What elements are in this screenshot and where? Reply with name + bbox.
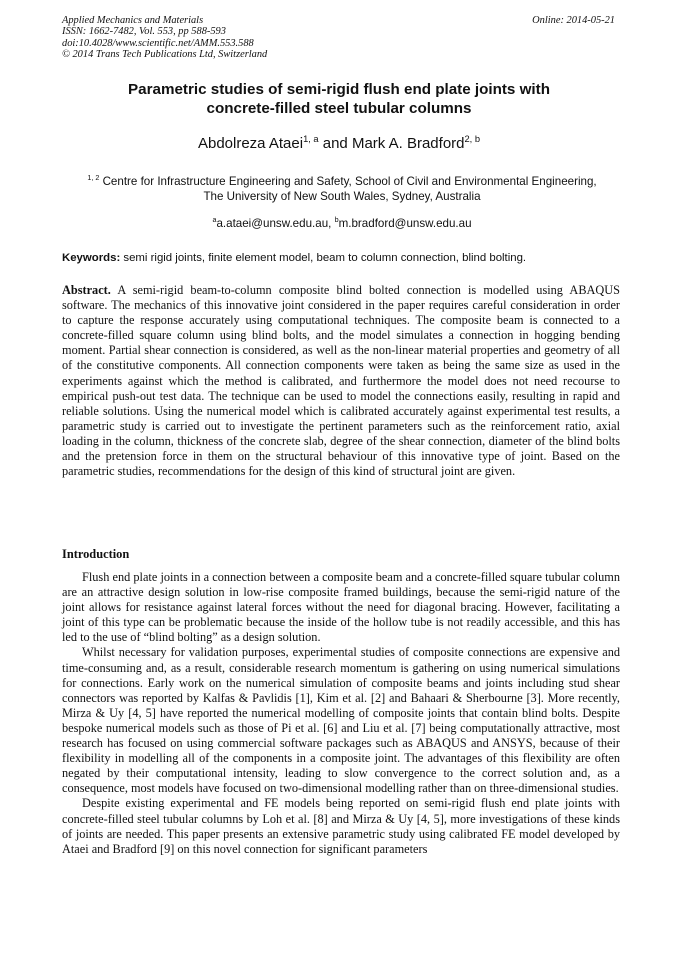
keywords-text: semi rigid joints, finite element model, beam to column connection, blind bolting. [123, 252, 527, 264]
email-a[interactable]: a.ataei@unsw.edu.au, [216, 217, 332, 230]
title-line-1: Parametric studies of semi-rigid flush end plate joints with [128, 81, 550, 98]
affiliation [62, 174, 622, 204]
email-a-sup: a [212, 215, 217, 225]
affiliation-sup: 1, 2 [87, 173, 100, 183]
keywords [62, 252, 622, 264]
paper-title [40, 80, 638, 118]
keywords-label: Keywords: [62, 252, 121, 264]
author-and: and [322, 135, 348, 152]
email-b-sup: b [334, 215, 339, 225]
journal-header [62, 15, 622, 60]
affiliation-line-2: The University of New South Wales, Sydney, Australia [203, 190, 481, 203]
affiliation-line-1: Centre for Infrastructure Engineering and Safety, School of Civil and Environmental Engineering, [102, 175, 597, 188]
journal-doi: doi:10.4028/www.scientific.net/AMM.553.588 [62, 37, 254, 49]
abstract-text: A semi-rigid beam-to-column composite blind bolted connection is modelled using ABAQUS software. The mechanics of this innovative joint considered in the paper requires careful consideration in order to capture the response accurately using computational techniques. The composite beam is connected to a concrete-filled square column using blind bolts, and the model simulates a connection in hogging bending moment. Partial shear connection is considered, as well as the non-linear material properties and geometry of all of the constitutive components. All connection components were taken as being the same size as used in the experiments against which the method is calibrated, and furthermore the model does not need recourse to empirical push-out test data. The technique can be used to model the connections easily, resulting in rapid and reliable solutions. Using the numerical model which is calibrated accurately against experimental test results, a parametric study is carried out to investigate the pertinent parameters such as the reinforcement ratio, axial loading in the column, thickness of the concrete slab, degree of the shear connection, diameter of the blind bolts and the pretension force in them on the structural behaviour of this innovative type of joint. Based on the parametric studies, recommendations for the design of this kind of structural joint are given. [62, 283, 620, 479]
abstract [62, 283, 620, 479]
abstract-label: Abstract. [62, 283, 111, 297]
author-2-affiliation: 2, b [464, 134, 481, 144]
introduction-body [62, 570, 620, 857]
email-b[interactable]: m.bradford@unsw.edu.au [338, 217, 472, 230]
journal-copyright: © 2014 Trans Tech Publications Ltd, Switzerland [62, 48, 268, 60]
journal-name: Applied Mechanics and Materials [62, 15, 204, 26]
intro-paragraph-1: Flush end plate joints in a connection between a composite beam and a concrete-filled square tubular column are an attractive design solution in low-rise composite framed buildings, because the semi-rigid nature of the joint allows for resistance against lateral forces without the need for diagonal bracing. However, facilitating a joint of this type can be problematic because the inside of the hollow tube is not readily accessible, and this has led to the use of “blind bolting” as a design solution. [62, 570, 620, 645]
author-1: Abdolreza Ataei [197, 135, 304, 152]
section-heading-introduction: Introduction [62, 547, 130, 561]
author-line [40, 135, 638, 152]
author-emails [62, 217, 622, 230]
intro-paragraph-3: Despite existing experimental and FE models being reported on semi-rigid flush end plate joints with concrete-filled steel tubular columns by Loh et al. [8] and Mirza & Uy [4, 5], more investigations of these kinds of joints are needed. This paper presents an extensive parametric study using calibrated FE model developed by Ataei and Bradford [9] on this novel connection for significant parameters [62, 796, 620, 856]
title-line-2: concrete-filled steel tubular columns [206, 100, 472, 117]
intro-paragraph-2: Whilst necessary for validation purposes, experimental studies of composite connections are expensive and time-consuming and, as a result, considerable research momentum is gathering on using numerical simulations for connections. Early work on the numerical simulation of composite beams and joints including stud shear connectors was reported by Kalfas & Pavlidis [1], Kim et al. [2] and Bahaari & Sherbourne [3]. More recently, Mirza & Uy [4, 5] have reported the numerical modelling of composite joints that contain blind bolts. Despite bespoke numerical models such as those of Pi et al. [6] and Liu et al. [7] being computationally attractive, most research has focused on using commercial software packages such as ABAQUS and ANSYS, because of their flexibility in modelling all of the components in a composite joint. The advantages of this flexibility are often negated by their computational intensity, leading to slow convergence to the correct solution and, as a consequence, most models have focused on two-dimensional modelling rather than on three-dimensional studies. [62, 645, 620, 796]
online-date: Online: 2014-05-21 [532, 15, 615, 26]
author-2: Mark A. Bradford [351, 135, 465, 152]
journal-issn: ISSN: 1662-7482, Vol. 553, pp 588-593 [62, 26, 226, 38]
author-1-affiliation: 1, a [303, 134, 319, 144]
